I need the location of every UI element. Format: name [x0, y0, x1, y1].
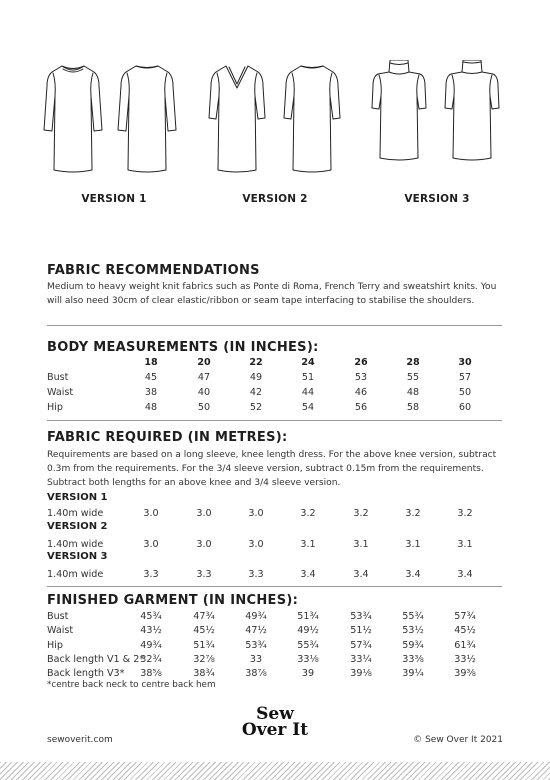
table-cell: 49¾	[140, 640, 162, 651]
row-label: Hip	[47, 640, 63, 651]
table-cell: 3.2	[457, 508, 473, 519]
table-cell: 53	[354, 372, 368, 383]
table-cell: 51¾	[297, 611, 319, 622]
table-cell: 32¾	[140, 654, 162, 665]
table-cell: 3.1	[457, 539, 473, 550]
size-header: 18	[144, 357, 158, 368]
website-link[interactable]: sewoverit.com	[47, 735, 113, 745]
table-cell: 43½	[140, 625, 162, 636]
table-cell: 48	[406, 387, 420, 398]
table-cell: 3.4	[405, 569, 421, 580]
table-cell: 33	[249, 654, 263, 665]
version-2-back-drawing	[281, 60, 343, 180]
row-label: Hip	[47, 402, 63, 413]
table-cell: 3.1	[405, 539, 421, 550]
version-2-front-drawing	[206, 60, 268, 180]
table-cell: 3.0	[248, 539, 264, 550]
row-label: Waist	[47, 387, 74, 398]
table-cell: 33⅜	[402, 654, 424, 665]
size-header: 28	[406, 357, 420, 368]
body-measurements-title: BODY MEASUREMENTS (IN INCHES):	[47, 340, 319, 355]
footer-stripe-band	[0, 762, 550, 780]
table-cell: 49	[249, 372, 263, 383]
row-label: Back length V3*	[47, 668, 125, 679]
table-cell: 3.4	[457, 569, 473, 580]
row-label: 1.40m wide	[47, 569, 104, 580]
table-cell: 45¾	[140, 611, 162, 622]
divider	[47, 586, 502, 587]
footnote: *centre back neck to centre back hem	[47, 680, 216, 690]
divider	[47, 325, 502, 326]
table-cell: 3.4	[353, 569, 369, 580]
version-3-front-drawing	[368, 60, 430, 180]
row-label: Waist	[47, 625, 74, 636]
table-cell: 42	[249, 387, 263, 398]
logo-line-2: Over It	[241, 720, 309, 740]
table-cell: 50	[197, 402, 211, 413]
table-cell: 3.1	[300, 539, 316, 550]
fabric-version-1-title: VERSION 1	[47, 492, 108, 503]
table-cell: 3.0	[248, 508, 264, 519]
table-cell: 55¾	[402, 611, 424, 622]
table-cell: 38⅝	[140, 668, 162, 679]
table-cell: 52	[249, 402, 263, 413]
table-cell: 58	[406, 402, 420, 413]
table-cell: 39	[301, 668, 315, 679]
table-cell: 53¾	[350, 611, 372, 622]
table-cell: 33½	[454, 654, 476, 665]
fabric-required-title: FABRIC REQUIRED (IN METRES):	[47, 430, 288, 445]
version-3-back-drawing	[441, 60, 503, 180]
row-label: Bust	[47, 611, 69, 622]
table-cell: 3.3	[248, 569, 264, 580]
table-cell: 61¾	[454, 640, 476, 651]
size-header: 30	[458, 357, 472, 368]
table-cell: 55¾	[297, 640, 319, 651]
table-cell: 38	[144, 387, 158, 398]
table-cell: 57¾	[454, 611, 476, 622]
table-cell: 3.0	[143, 539, 159, 550]
table-cell: 47	[197, 372, 211, 383]
table-cell: 3.2	[405, 508, 421, 519]
table-cell: 57¾	[350, 640, 372, 651]
table-cell: 38⅞	[245, 668, 267, 679]
table-cell: 51	[301, 372, 315, 383]
table-cell: 3.0	[196, 508, 212, 519]
table-cell: 59¾	[402, 640, 424, 651]
table-cell: 45½	[454, 625, 476, 636]
finished-garment-title: FINISHED GARMENT (IN INCHES):	[47, 593, 299, 608]
divider	[47, 420, 502, 421]
table-cell: 47½	[245, 625, 267, 636]
table-cell: 3.4	[300, 569, 316, 580]
row-label: Bust	[47, 372, 69, 383]
table-cell: 33¼	[350, 654, 372, 665]
version-1-front-drawing	[42, 60, 104, 180]
table-cell: 32⅞	[193, 654, 215, 665]
fabric-version-3-title: VERSION 3	[47, 551, 108, 562]
copyright: © Sew Over It 2021	[413, 735, 503, 745]
table-cell: 51½	[350, 625, 372, 636]
table-cell: 39¼	[402, 668, 424, 679]
table-cell: 60	[458, 402, 472, 413]
fabric-required-text: Requirements are based on a long sleeve, knee length dress. For the above knee version, subtract 0.3m from the requirements. For the 3/4 sleeve version, subtract 0.15m from the requirements. Subtract both lengths for an above knee and 3/4 sleeve version.	[47, 450, 497, 488]
table-cell: 47¾	[193, 611, 215, 622]
version-1-label: VERSION 1	[81, 193, 147, 205]
table-cell: 49½	[297, 625, 319, 636]
row-label: 1.40m wide	[47, 539, 104, 550]
table-cell: 45	[144, 372, 158, 383]
table-cell: 54	[301, 402, 315, 413]
table-cell: 51¾	[193, 640, 215, 651]
table-cell: 38¾	[193, 668, 215, 679]
table-cell: 33⅛	[297, 654, 319, 665]
table-cell: 3.0	[143, 508, 159, 519]
table-cell: 39⅜	[454, 668, 476, 679]
size-header: 24	[301, 357, 315, 368]
table-cell: 46	[354, 387, 368, 398]
table-cell: 56	[354, 402, 368, 413]
logo-line-1: Sew	[256, 704, 294, 724]
table-cell: 48	[144, 402, 158, 413]
row-label: 1.40m wide	[47, 508, 104, 519]
fabric-version-2-title: VERSION 2	[47, 521, 108, 532]
version-1-back-drawing	[116, 60, 178, 180]
size-header: 26	[354, 357, 368, 368]
version-3-label: VERSION 3	[404, 193, 470, 205]
table-cell: 53½	[402, 625, 424, 636]
table-cell: 3.1	[353, 539, 369, 550]
row-label: Back length V1 & 2*	[47, 654, 145, 665]
brand-logo	[225, 706, 325, 738]
table-cell: 55	[406, 372, 420, 383]
table-cell: 50	[458, 387, 472, 398]
table-cell: 49¾	[245, 611, 267, 622]
size-header: 20	[197, 357, 211, 368]
size-header: 22	[249, 357, 263, 368]
table-cell: 39⅛	[350, 668, 372, 679]
fabric-recommendations-text: Medium to heavy weight knit fabrics such as Ponte di Roma, French Terry and sweatshirt knits. You will also need 30cm of clear elastic/ribbon or seam tape interfacing to stabilise the shoulders.	[47, 282, 497, 306]
table-cell: 40	[197, 387, 211, 398]
table-cell: 53¾	[245, 640, 267, 651]
version-2-label: VERSION 2	[242, 193, 308, 205]
table-cell: 45½	[193, 625, 215, 636]
table-cell: 3.3	[143, 569, 159, 580]
table-cell: 57	[458, 372, 472, 383]
table-cell: 3.0	[196, 539, 212, 550]
table-cell: 44	[301, 387, 315, 398]
table-cell: 3.2	[353, 508, 369, 519]
table-cell: 3.3	[196, 569, 212, 580]
table-cell: 3.2	[300, 508, 316, 519]
fabric-recommendations-title: FABRIC RECOMMENDATIONS	[47, 263, 260, 278]
